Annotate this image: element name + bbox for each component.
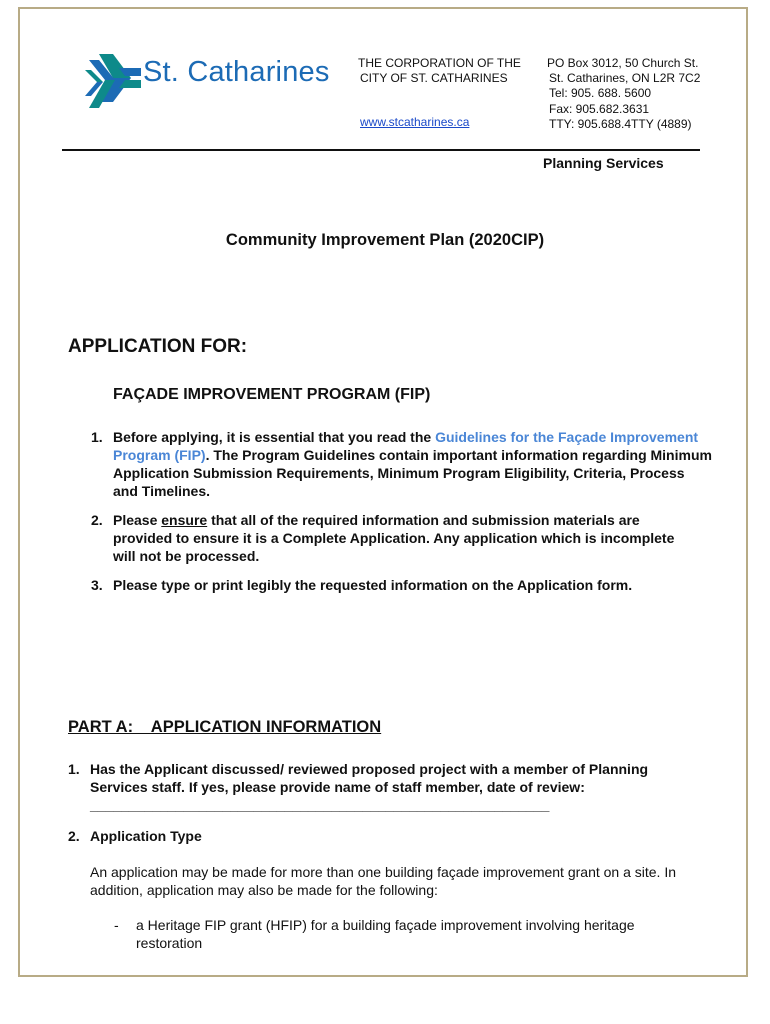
part-a-heading: PART A: APPLICATION INFORMATION	[68, 718, 382, 736]
city-logo	[85, 50, 345, 114]
instruction-text: Before applying, it is essential that you read the	[113, 429, 436, 445]
logo-wordmark: St. Catharines	[143, 56, 330, 88]
question-number: 2.	[68, 828, 80, 844]
instruction-item	[91, 576, 713, 594]
tty-line: TTY: 905.688.4TTY (4889)	[549, 116, 692, 131]
emphasis-text: ensure	[161, 512, 208, 528]
instruction-text: Please type or print legibly the requested information on the Application form.	[113, 577, 633, 593]
application-type-paragraph: An application may be made for more than one building façade improvement grant on a site. In addition, application may also be made for the following:	[90, 864, 677, 898]
instruction-item	[91, 511, 698, 565]
application-for-heading: APPLICATION FOR:	[68, 336, 248, 357]
bullet-text: a Heritage FIP grant (HFIP) for a building façade improvement involving heritage restoration	[136, 917, 635, 951]
department-label: Planning Services	[543, 155, 664, 171]
phone-line: Tel: 905. 688. 5600	[549, 86, 652, 101]
header-divider	[62, 149, 700, 151]
instruction-text: that all of the required information and submission materials are provided to ensure it is a Complete Application. Any application which is incomplete will not be processed.	[113, 512, 675, 564]
bullet-marker: -	[114, 917, 119, 933]
corporation-name	[358, 56, 521, 85]
question-item	[68, 760, 670, 814]
corporation-line: CITY OF ST. CATHARINES	[360, 70, 508, 85]
address-block	[547, 56, 700, 132]
question-item	[68, 827, 670, 845]
instruction-number: 1.	[91, 429, 103, 445]
fax-line: Fax: 905.682.3631	[549, 101, 650, 116]
question-number: 1.	[68, 761, 80, 777]
bullet-item	[114, 916, 696, 952]
address-line: PO Box 3012, 50 Church St.	[547, 56, 699, 70]
corporation-line: THE CORPORATION OF THE	[358, 56, 521, 70]
program-heading: FAÇADE IMPROVEMENT PROGRAM (FIP)	[113, 386, 431, 403]
instruction-number: 2.	[91, 512, 103, 528]
instruction-number: 3.	[91, 577, 103, 593]
guidelines-link[interactable]: Guidelines for the Façade Improvement Program (FIP)	[113, 429, 699, 463]
instruction-item	[91, 428, 713, 500]
website-link[interactable]: www.stcatharines.ca	[360, 115, 470, 129]
question-heading: Application Type	[90, 828, 202, 844]
document-title: Community Improvement Plan (2020CIP)	[225, 231, 545, 249]
question-text: Has the Applicant discussed/ reviewed proposed project with a member of Planning Services staff. If yes, please provide name of staff member, date of review: ___________________________________________________________	[90, 761, 649, 813]
logo-chevrons-icon	[85, 50, 145, 114]
instruction-text: . The Program Guidelines contain important information regarding Minimum Application Submission Requirements, Minimum Program Eligibility, Criteria, Process and Timelines.	[113, 447, 712, 499]
instruction-text: Please	[113, 512, 162, 528]
address-line: St. Catharines, ON L2R 7C2	[549, 71, 701, 86]
